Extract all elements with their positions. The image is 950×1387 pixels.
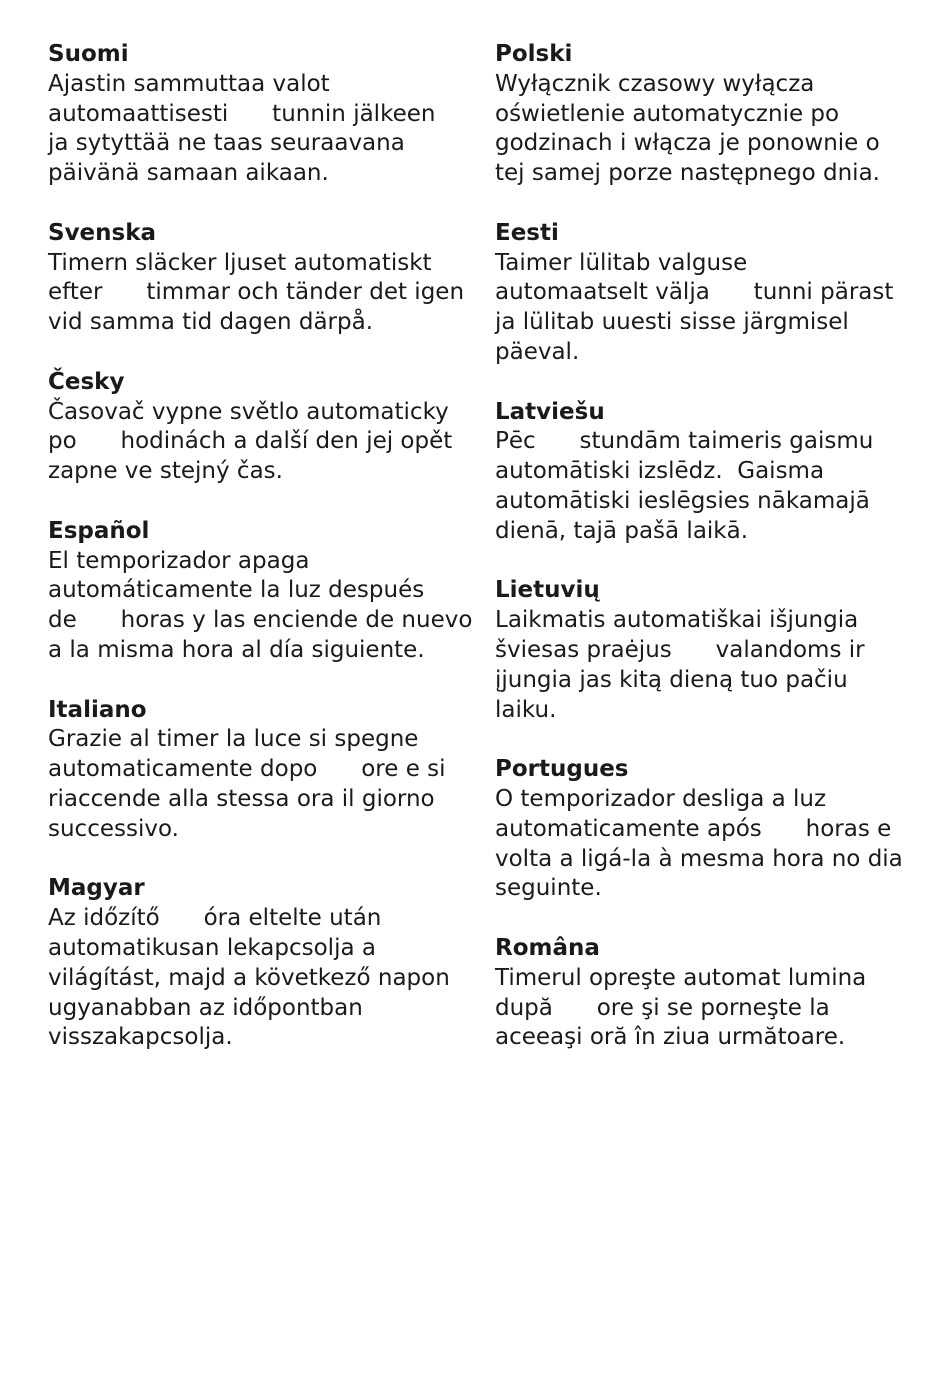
text-line: dienā, tajā pašā laikā.	[495, 517, 749, 544]
text-line: automatikusan lekapcsolja a	[48, 934, 376, 961]
text-line: automaattisesti tunnin jälkeen	[48, 100, 436, 127]
text-line: ja sytyttää ne taas seuraavana	[48, 130, 405, 157]
text-line: įjungia jas kitą dieną tuo pačiu	[495, 666, 848, 693]
section-italiano	[48, 696, 488, 845]
text-line: godzinach i włącza je ponownie o	[495, 130, 880, 157]
text-line: päivänä samaan aikaan.	[48, 160, 329, 187]
section-portugues	[495, 755, 915, 904]
section-heading: Latviešu	[495, 398, 605, 425]
section-heading: Svenska	[48, 219, 157, 246]
text-line: päeval.	[495, 338, 580, 365]
text-line: Ajastin sammuttaa valot	[48, 70, 330, 97]
text-line: El temporizador apaga	[48, 547, 310, 574]
text-line: după ore şi se porneşte la	[495, 994, 830, 1021]
text-line: aceeaşi oră în ziua următoare.	[495, 1024, 846, 1051]
text-line: világítást, majd a következő napon	[48, 964, 450, 991]
text-line: automaticamente após horas e	[495, 815, 892, 842]
section-eesti	[495, 219, 915, 368]
text-line: Pēc stundām taimeris gaismu	[495, 428, 874, 455]
section-heading: Portugues	[495, 756, 629, 783]
section-heading: Magyar	[48, 875, 145, 902]
text-line: automáticamente la luz después	[48, 577, 425, 604]
text-line: po hodinách a další den jej opět	[48, 428, 453, 455]
text-line: volta a ligá-la à mesma hora no dia	[495, 845, 903, 872]
text-line: de horas y las enciende de nuevo	[48, 607, 473, 634]
section-espanol	[48, 517, 488, 666]
section-heading: Español	[48, 517, 150, 544]
text-line: Laikmatis automatiškai išjungia	[495, 607, 859, 634]
section-heading: Eesti	[495, 219, 559, 246]
text-line: automaatselt välja tunni pärast	[495, 279, 894, 306]
text-line: Az időzítő óra eltelte után	[48, 905, 382, 932]
text-line: visszakapcsolja.	[48, 1024, 233, 1051]
text-line: successivo.	[48, 815, 179, 842]
text-line: Taimer lülitab valguse	[495, 249, 748, 276]
left-column	[48, 40, 488, 1083]
text-line: O temporizador desliga a luz	[495, 785, 827, 812]
text-line: seguinte.	[495, 875, 602, 902]
section-latviesu	[495, 398, 915, 547]
text-line: automātiski izslēdz. Gaisma	[495, 458, 825, 485]
section-heading: Polski	[495, 41, 573, 67]
section-svenska	[48, 219, 488, 338]
text-line: Grazie al timer la luce si spegne	[48, 726, 419, 753]
text-line: oświetlenie automatycznie po	[495, 100, 840, 127]
section-heading: Suomi	[48, 41, 129, 67]
section-romana	[495, 934, 915, 1053]
text-line: Wyłącznik czasowy wyłącza	[495, 70, 815, 97]
section-cesky	[48, 368, 488, 487]
text-line: ja lülitab uuesti sisse järgmisel	[495, 309, 849, 336]
text-line: šviesas praėjus valandoms ir	[495, 636, 865, 663]
text-line: automātiski ieslēgsies nākamajā	[495, 487, 870, 514]
text-line: laiku.	[495, 696, 557, 723]
text-line: Timern släcker ljuset automatiskt	[48, 249, 432, 276]
section-heading: Româna	[495, 934, 600, 961]
text-line: Timerul opreşte automat lumina	[495, 964, 867, 991]
text-line: ugyanabban az időpontban	[48, 994, 363, 1021]
section-lietuviu	[495, 576, 915, 725]
section-polski	[495, 40, 915, 189]
text-line: a la misma hora al día siguiente.	[48, 636, 425, 663]
text-line: vid samma tid dagen därpå.	[48, 309, 374, 336]
section-magyar	[48, 874, 488, 1053]
right-column	[495, 40, 915, 1083]
section-heading: Lietuvių	[495, 577, 600, 604]
text-line: tej samej porze następnego dnia.	[495, 160, 880, 187]
text-line: riaccende alla stessa ora il giorno	[48, 785, 435, 812]
section-heading: Italiano	[48, 696, 147, 723]
section-suomi	[48, 40, 488, 189]
section-heading: Česky	[48, 368, 125, 395]
text-line: Časovač vypne světlo automaticky	[48, 398, 449, 425]
text-line: zapne ve stejný čas.	[48, 458, 283, 485]
text-line: efter timmar och tänder det igen	[48, 279, 465, 306]
text-line: automaticamente dopo ore e si	[48, 756, 446, 783]
